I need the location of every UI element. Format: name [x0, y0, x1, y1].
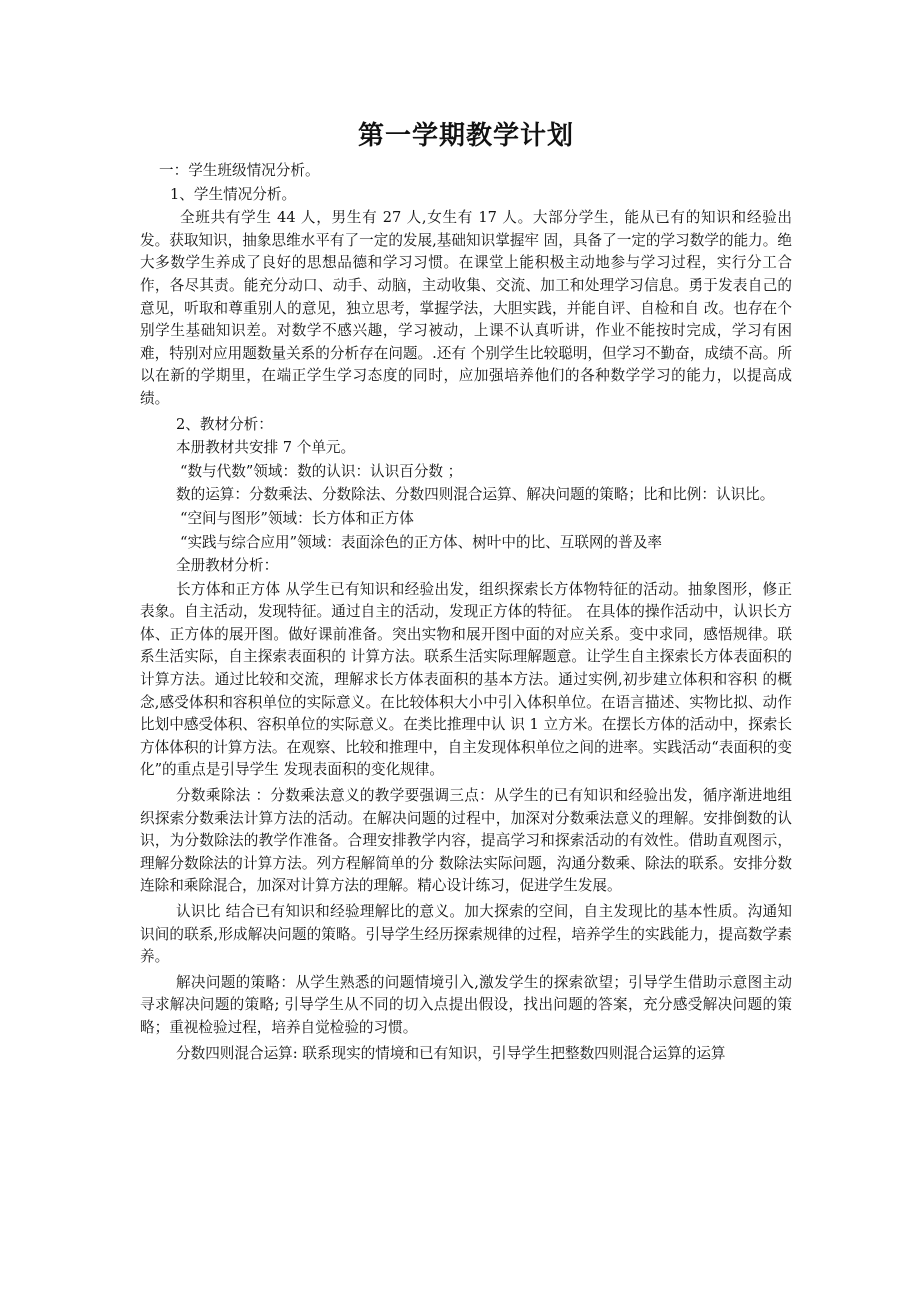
subsection-heading-student-analysis: 1、学生情况分析。 [170, 185, 297, 203]
document-page [140, 118, 792, 1066]
paragraph-unit-count: 本册教材共安排 7 个单元。 [176, 439, 356, 457]
paragraph-ratio: 认识比 结合已有知识和经验理解比的意义。加大探索的空间，自主发现比的基本性质。沟通知识间的联系,形成解决问题的策略。引导学生经历探索规律的过程，培养学生的实践能力，提高数学素养。 [140, 903, 792, 966]
paragraph-cuboid-cube: 长方体和正方体 从学生已有知识和经验出发，组织探索长方体物特征的活动。抽象图形，修正表象。自主活动，发现特征。通过自主的活动，发现正方体的特征。 在具体的操作活动中，认识长方体、正方体的展开图。做好课前准备。突出实物和展开图中面的对应关系。变中求同，感悟规律。联系生活实际，自主探索表面积的 计算方法。联系生活实际理解题意。让学生自主探索长方体表面积的计算方法。通过比较和交流，理解求长方体表面积的基本方法。通过实例,初步建立体积和容积 的概念,感受体积和容积单位的实际意义。在比较体积大小中引入体积单位。在语言描述、实物比拟、动作比划中感受体积、容积单位的实际意义。在类比推理中认 识 1 立方米。在摆长方体的活动中，探索长方体体积的计算方法。在观察、比较和推理中，自主发现体积单位之间的进率。实践活动“表面积的变化”的重点是引导学生 发现表面积的变化规律。 [140, 580, 792, 779]
paragraph-full-analysis-heading: 全册教材分析： [176, 557, 279, 575]
paragraph-student-situation: 全班共有学生 44 人，男生有 27 人,女生有 17 人。大部分学生，能从已有的知识和经验出发。获取知识，抽象思维水平有了一定的发展,基础知识掌握牢 固，具备了一定的学习数学的能力。绝大多数学生养成了良好的思想品德和学习习惯。在课堂上能积极主动地参与学习过程，实行分工合作，各尽其责。能充分动口、动手、动脑，主动收集、交流、加工和处理学习信息。勇于发表自己的意见，听取和尊重别人的意见，独立思考，掌握学法，大胆实践，并能自评、自检和自 改。也存在个别学生基础知识差。对数学不感兴趣，学习被动，上课不认真听讲，作业不能按时完成，学习有困难，特别对应用题数量关系的分析存在问题。.还有 个别学生比较聪明，但学习不勤奋，成绩不高。所以在新的学期里，在端正学生学习态度的同时，应加强培养他们的各种数学学习的能力，以提高成绩。 [140, 209, 792, 407]
paragraph-space-shapes: “空间与图形”领域：长方体和正方体 [180, 509, 414, 527]
document-title: 第一学期教学计划 [357, 121, 574, 151]
paragraph-mixed-operations: 分数四则混合运算: 联系现实的情境和已有知识，引导学生把整数四则混合运算的运算 [176, 1044, 726, 1062]
paragraph-fraction-mul-div: 分数乘除法 ：分数乘法意义的教学要强调三点：从学生的已有知识和经验出发，循序渐进地组织探索分数乘法计算方法的活动。在解决问题的过程中，加深对分数乘法意义的理解。安排倒数的认识，为分数除法的教学作准备。合理安排教学内容，提高学习和探索活动的有效性。借助直观图示，理解分数除法的计算方法。列方程解简单的分 数除法实际问题，沟通分数乘、除法的联系。安排分数连除和乘除混合，加深对计算方法的理解。精心设计练习，促进学生发展。 [140, 787, 792, 895]
paragraph-operations: 数的运算：分数乘法、分数除法、分数四则混合运算、解决问题的策略；比和比例：认识比。 [176, 486, 775, 504]
paragraph-number-algebra: “数与代数”领域：数的认识：认识百分数 ； [180, 462, 463, 480]
section-heading-class-analysis: 一：学生班级情况分析。 [159, 162, 320, 179]
subsection-heading-textbook-analysis: 2、教材分析： [176, 415, 273, 433]
paragraph-practice-application: “实践与综合应用”领域：表面涂色的正方体、树叶中的比、互联网的普及率 [180, 533, 662, 551]
paragraph-problem-solving: 解决问题的策略：从学生熟悉的问题情境引入,激发学生的探索欲望；引导学生借助示意图主动寻求解决问题的策略; 引导学生从不同的切入点提出假设，找出问题的答案，充分感受解决问题的策略；重视检验过程，培养自觉检验的习惯。 [140, 973, 792, 1036]
